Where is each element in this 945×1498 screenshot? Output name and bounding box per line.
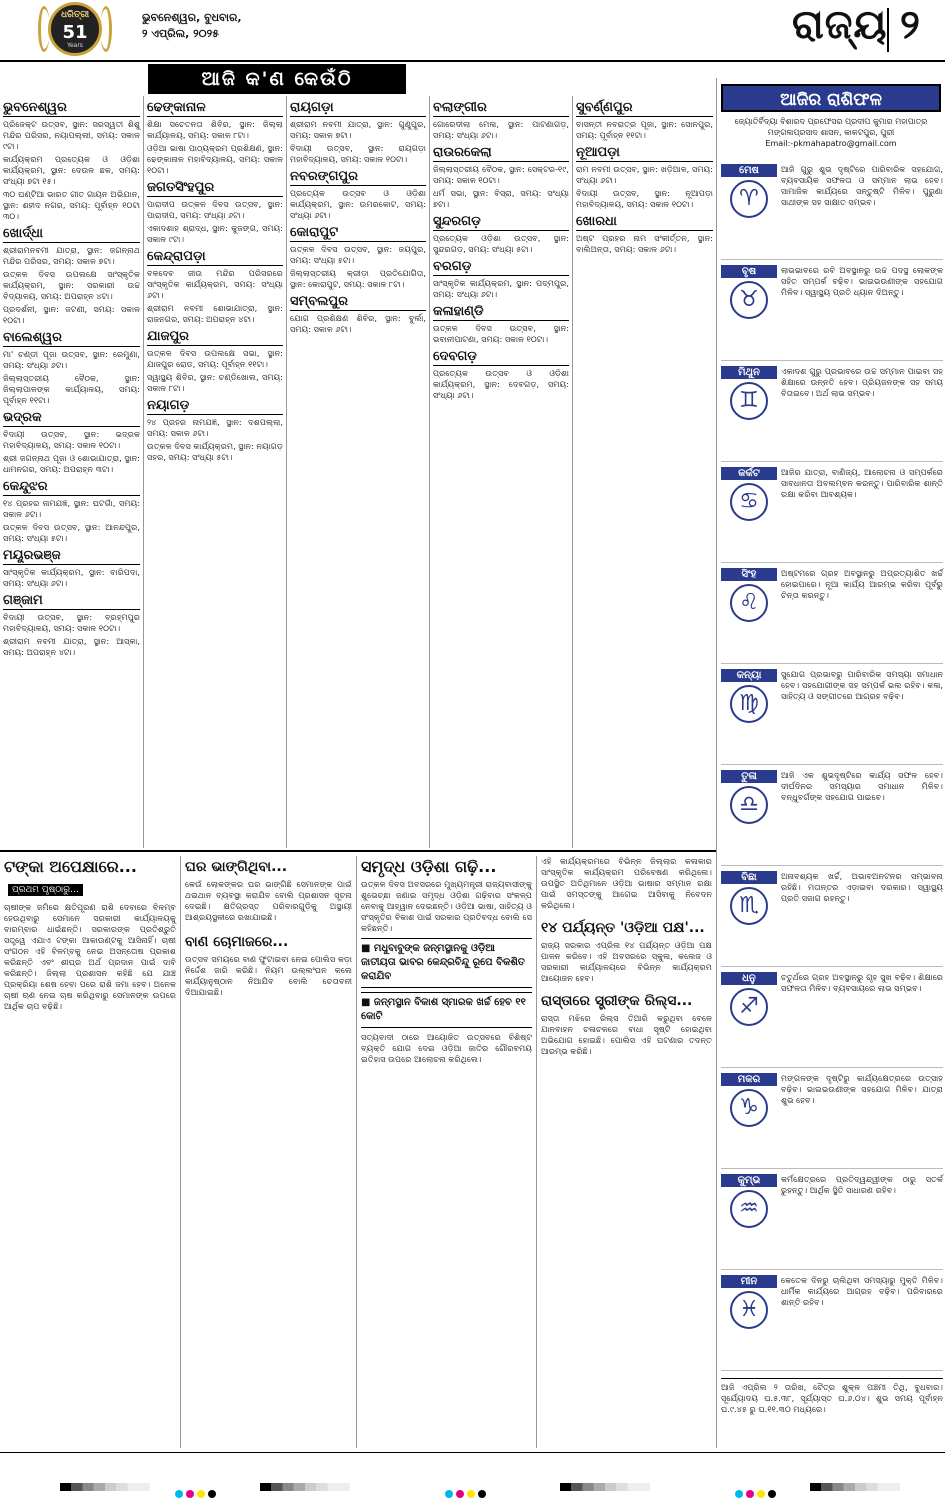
- sign-prediction: ଏକାଦଶ ଗୁରୁ ପ୍ରଭାବରେ ଉଚ୍ଚ ସମ୍ମାନ ପାଇବା ସହ ଶିକ୍ଷାରେ ଉନ୍ନତି ହେବ। ପ୍ରିୟଜନଙ୍କ ସହ ସମୟ ବିତାଇବେ। ଅର୍ଥ ଲାଭ ସମ୍ଭବ।: [781, 366, 943, 398]
- district-heading: ମୟୂରଭଞ୍ଜ: [3, 548, 140, 565]
- horoscope-byline: [721, 116, 941, 149]
- anniversary-brand: ଧରିତ୍ରୀ: [60, 10, 90, 20]
- event-entry: ଶ୍ରୀରାମ ନବମୀ ଯାତ୍ରା, ସ୍ଥାନ: ଗୁଣୁପୁର, ସମୟ: ସକାଳ ୭ଟା।: [290, 119, 426, 140]
- story-fireworks-headline: ବାଣ ଚୋମାଜରେ...: [185, 934, 289, 950]
- event-entry: ବିଦାୟୀ ଉତ୍ସବ, ସ୍ଥାନ: ନୂଆପଡ଼ା ମହାବିଦ୍ୟାଳୟ, ସମୟ: ସକାଳ ୧୦ଟା।: [576, 188, 713, 209]
- district-heading: ସମ୍ବଲପୁର: [290, 294, 426, 311]
- event-entry: ପ୍ରତ୍ୟେକ ଉତ୍ସବ ଓ ଓଡ଼ିଶା କାର୍ଯ୍ୟକ୍ରମ, ସ୍ଥାନ: ଦେବଗଡ଼, ସମୟ: ସଂଧ୍ୟା ୬ଟା।: [433, 368, 569, 400]
- horoscope-sign: [721, 263, 943, 361]
- event-entry: ପାରାଦୀପ ଉତ୍କଳ ଦିବସ ଉତ୍ସବ, ସ୍ଥାନ: ପାରାଦୀପ, ସମୟ: ସଂଧ୍ୟା ୬ଟା।: [147, 199, 283, 220]
- district-heading: ରାଉରକେଲା: [433, 145, 569, 162]
- zodiac-icon: ♌: [730, 584, 768, 622]
- page-number: ୨: [900, 2, 920, 48]
- district-heading: ସୁବର୍ଣ୍ଣପୁର: [576, 100, 713, 117]
- horoscope-title: ଆଜିର ରାଶିଫଳ: [721, 84, 941, 112]
- sign-prediction: ଆଜି ଗୁରୁ ଶୁଭ ଦୃଷ୍ଟିରେ ପାରିବାରିକ ସହଯୋଗ, ବ୍ୟବସାୟିକ ସଫଳତା ଓ ସମ୍ମାନ ଲାଭ ହେବ। ସାମାଜିକ କାର୍ଯ୍ୟରେ ସନ୍ତୁଷ୍ଟି ମିଳିବ। ପୁରୁଣା ସାଥୀଙ୍କ ସହ ସାକ୍ଷାତ ସମ୍ଭବ।: [781, 164, 943, 207]
- horoscope-section: [716, 78, 945, 1448]
- color-dots: [445, 1483, 489, 1491]
- events-column-3: [286, 96, 429, 848]
- horoscope-email: Email:-pkmahapatro@gmail.com: [765, 139, 897, 148]
- print-footer: [0, 1452, 945, 1498]
- event-entry: ଧର୍ମ ସଭା, ସ୍ଥାନ: ବିସ୍ରା, ସମୟ: ସଂଧ୍ୟା ୭ଟା।: [433, 188, 569, 209]
- event-entry: ଅଷ୍ଟ ପ୍ରହର ନାମ ସଂକୀର୍ତ୍ତନ, ସ୍ଥାନ: ବାଲିଅନ୍ତା, ସମୟ: ସକାଳ ୬ଟା।: [576, 233, 713, 254]
- zodiac-icon: ♍: [730, 685, 768, 723]
- event-entry: ଉତ୍କଳ ଦିବସ ଉପଲକ୍ଷେ ସାଂସ୍କୃତିକ କାର୍ଯ୍ୟକ୍ରମ, ସ୍ଥାନ: ସରକାରୀ ଉଚ୍ଚ ବିଦ୍ୟାଳୟ, ସମୟ: ଅପରାହ୍ନ ୪ଟା।: [3, 269, 140, 301]
- sign-header: [721, 164, 777, 218]
- events-column-4: [429, 96, 572, 848]
- color-dots: [735, 1483, 779, 1491]
- event-entry: ଶ୍ରୀରାମନବମୀ ଯାତ୍ରା, ସ୍ଥାନ: ଜଗନ୍ନାଥ ମନ୍ଦିର ପରିସର, ସମୟ: ସକାଳ ୭ଟା।: [3, 245, 140, 266]
- story-column-2: [180, 856, 356, 1448]
- event-entry: ପ୍ରତ୍ୟେକ ଓଡ଼ିଶା ଉତ୍ସବ, ସ୍ଥାନ: ସୁନ୍ଦରଗଡ଼, ସମୟ: ସଂଧ୍ୟା ୫ଟା।: [433, 233, 569, 254]
- event-entry: ଶିକ୍ଷା ସଚେତନତା ଶିବିର, ସ୍ଥାନ: ଜିଲ୍ଲା କାର୍ଯ୍ୟାଳୟ, ସମୟ: ସକାଳ ୮ଟା।: [147, 119, 283, 140]
- grayscale-bar: [60, 1483, 150, 1491]
- sign-prediction: ସୁଯୋଗ ପ୍ରଭାବରୁ ପାରିବାରିକ ସମସ୍ୟା ସମାଧାନ ହେବ। ସହଯୋଗୀଙ୍କ ସହ ସମ୍ପର୍କ ଭଲ ରହିବ। କଳା, ସାହିତ୍ୟ ଓ ସଙ୍ଗୀତରେ ଆଗ୍ରହ ବଢ଼ିବ।: [781, 669, 943, 701]
- event-entry: ପ୍ରତ୍ୟେକ ଉତ୍ସବ ଓ ଓଡ଼ିଶା କାର୍ଯ୍ୟକ୍ରମ, ସ୍ଥାନ: ଉମରକୋଟ, ସମୟ: ସଂଧ୍ୟା ୬ଟା।: [290, 188, 426, 220]
- district-heading: ବାଲେଶ୍ୱର: [3, 330, 140, 347]
- story-odisha-body-2: ସତ୍ୟବାଦୀ ଠାରେ ଆୟୋଜିତ ଉତ୍ସବରେ ବିଶିଷ୍ଟ ବ୍ୟକ୍ତି ଯୋଗ ଦେଇ ଓଡ଼ିଆ ଜାତିର ଗୌରବମୟ ଇତିହାସ ଉପରେ ଆଲୋଚନା କରିଥିଲେ।: [361, 1032, 532, 1064]
- story-money-body: ଚାଷୀଙ୍କ ଜମିରେ କ୍ଷତିପୂରଣ ରାଶି ଦେବାରେ ବିଳମ୍ବ ହେଉଥିବାରୁ ସେମାନେ ସରକାରୀ କାର୍ଯ୍ୟାଳୟକୁ ବାରମ୍ବାର ଧାଇଁଛନ୍ତି। ସରକାରଙ୍କ ପ୍ରତିଶ୍ରୁତି ସତ୍ତ୍ୱେ ଏଯାଏ ଟଙ୍କା ଆକାଉଣ୍ଟକୁ ଆସିନାହିଁ। ଚାଷୀ ସଂଗଠନ ଏହି ବିଳମ୍ବକୁ ନେଇ ଅସନ୍ତୋଷ ପ୍ରକାଶ କରିଛନ୍ତି ଏବଂ ଶୀଘ୍ର ଅର୍ଥ ପ୍ରଦାନ ପାଇଁ ଦାବି କରିଛନ୍ତି। ଜିଲ୍ଲା ପ୍ରଶାସନ କହିଛି ଯେ ଯାଞ୍ଚ ପ୍ରକ୍ରିୟା ଶେଷ ହେବା ପରେ ରାଶି ଜମା ହେବ। ଅନେକ ଚାଷୀ ଋଣ ନେଇ ଚାଷ କରିଥିବାରୁ ସେମାନଙ୍କ ଉପରେ ଆର୍ଥିକ ଚାପ ବଢ଼ିଛି।: [4, 902, 176, 1011]
- sign-name: ବିଛା: [721, 871, 777, 884]
- event-entry: ଉତ୍କଳ ଦିବସ ଉପଲକ୍ଷେ ସଭା, ସ୍ଥାନ: ଯାଜପୁର ରୋଡ, ସମୟ: ପୂର୍ବାହ୍ନ ୧୧ଟା।: [147, 348, 283, 369]
- dateline-place: ଭୁବନେଶ୍ୱର, ବୁଧବାର,: [142, 11, 242, 24]
- horoscope-sign: [721, 768, 943, 866]
- district-heading: କଳାହାଣ୍ଡି: [433, 304, 569, 321]
- grayscale-bar: [260, 1483, 350, 1491]
- horoscope-sign: [721, 465, 943, 563]
- event-entry: ଜିଲ୍ଲାସ୍ତରୀୟ ବୈଠକ, ସ୍ଥାନ: ଜିଲ୍ଲାପାଳଙ୍କ କାର୍ଯ୍ୟାଳୟ, ସମୟ: ପୂର୍ବାହ୍ନ ୧୧ଟା।: [3, 373, 140, 405]
- event-entry: ୨୪ ପ୍ରହର ନାମଯଜ୍ଞ, ସ୍ଥାନ: ଦଶପଲ୍ଲା, ସମୟ: ସକାଳ ୬ଟା।: [147, 417, 283, 438]
- sign-prediction: ମଙ୍ଗଳଙ୍କ ଦୃଷ୍ଟିରୁ କାର୍ଯ୍ୟକ୍ଷେତ୍ରରେ ଉତ୍ସାହ ବଢ଼ିବ। ଭାଇଭଉଣୀଙ୍କ ସହଯୋଗ ମିଳିବ। ଯାତ୍ରା ଶୁଭ ହେବ।: [781, 1073, 943, 1105]
- sign-name: ମକର: [721, 1073, 777, 1086]
- events-column-5: [572, 96, 716, 848]
- zodiac-icon: ♈: [730, 180, 768, 218]
- horoscope-sign: [721, 566, 943, 664]
- sign-name: କୁମ୍ଭ: [721, 1174, 777, 1187]
- event-entry: ଓଡ଼ିଆ ଭାଷା ପାଠ୍ୟକ୍ରମ ପ୍ରଶିକ୍ଷଣ, ସ୍ଥାନ: ଢେଙ୍କାନାଳ ମହାବିଦ୍ୟାଳୟ, ସମୟ: ସକାଳ ୧୦ଟା।: [147, 143, 283, 175]
- sign-prediction: ଅନାବଶ୍ୟକ ଖର୍ଚ୍ଚ, ଅଭାବଅନଟନର ସମ୍ଭାବନା ରହିଛି। ମତାନ୍ତର ଏଡ଼ାଇବା ଦରକାର। ସ୍ୱାସ୍ଥ୍ୟ ପ୍ରତି ସଜାଗ ରହନ୍ତୁ।: [781, 871, 943, 903]
- story-house-body: କେଉଁ ଲୋକଙ୍କର ଘର ଭାଙ୍ଗିଛି ସେମାନଙ୍କ ପାଇଁ ଥଇଥାନ ବ୍ୟବସ୍ଥା କରାଯିବ ବୋଲି ପ୍ରଶାସନ ସୂଚନା ଦେଇଛି। କ୍ଷତିଗ୍ରସ୍ତ ପରିବାରଗୁଡ଼ିକୁ ଅସ୍ଥାୟୀ ଆଶ୍ରୟସ୍ଥଳୀରେ ରଖାଯାଇଛି।: [185, 879, 352, 922]
- panjika-text: ଆଜି ଏପ୍ରିଲ ୨ ତାରିଖ, ଚୈତ୍ର ଶୁକ୍ଳ ପଞ୍ଚମୀ ତିଥି, ବୁଧବାର। ସୂର୍ଯ୍ୟୋଦୟ ଘ.୫.୩୮, ସୂର୍ଯ୍ୟାସ୍ତ ଘ.୬.୦୪। ଶୁଭ ସମୟ ପୂର୍ବାହ୍ନ ଘ.୯.୪୫ ରୁ ଘ.୧୧.୩୦ ମଧ୍ୟରେ।: [721, 1378, 943, 1415]
- district-heading: ନୂଆପଡ଼ା: [576, 145, 713, 162]
- event-entry: ସାଂସ୍କୃତିକ କାର୍ଯ୍ୟକ୍ରମ, ସ୍ଥାନ: ବାରିପଦା, ସମୟ: ସଂଧ୍ୟା ୬ଟା।: [3, 567, 140, 588]
- horoscope-sign: [721, 1273, 943, 1371]
- sign-header: [721, 1174, 777, 1228]
- sign-prediction: ଲାଭଭାବରେ ରବି ଅବସ୍ଥାନରୁ ଉଚ୍ଚ ପଦସ୍ଥ ଲୋକଙ୍କ ସହିତ ସମ୍ପର୍କ ବଢ଼ିବ। ଭାଇଭଉଣୀଙ୍କ ସହଯୋଗ ମିଳିବ। ସ୍ୱାସ୍ଥ୍ୟ ପ୍ରତି ଧ୍ୟାନ ଦିଅନ୍ତୁ।: [781, 265, 943, 297]
- district-heading: ଢେଙ୍କାନାଳ: [147, 100, 283, 117]
- sign-name: ମେଷ: [721, 164, 777, 177]
- district-heading: ଭଦ୍ରକ: [3, 410, 140, 427]
- sign-name: ବୃଷ: [721, 265, 777, 278]
- event-entry: ସାଂସ୍କୃତିକ କାର୍ଯ୍ୟକ୍ରମ, ସ୍ଥାନ: ପଦ୍ମପୁର, ସମୟ: ସଂଧ୍ୟା ୬ଟା।: [433, 278, 569, 299]
- story-fireworks-body: ଉତ୍ସବ ସମୟରେ ବାଣ ଫୁଟାଇବା ନେଇ ପୋଲିସ କଡ଼ା ନିର୍ଦ୍ଦେଶ ଜାରି କରିଛି। ନିୟମ ଉଲ୍ଲଂଘନ କଲେ କାର୍ଯ୍ୟାନୁଷ୍ଠାନ ନିଆଯିବ ବୋଲି ଚେତାବନୀ ଦିଆଯାଇଛି।: [185, 954, 352, 997]
- dateline: [142, 10, 242, 42]
- horoscope-sign: [721, 364, 943, 462]
- zodiac-icon: ♋: [730, 483, 768, 521]
- color-dots: [175, 1483, 219, 1491]
- event-entry: ଶ୍ରୀରାମ ନବମୀ ଶୋଭାଯାତ୍ରା, ସ୍ଥାନ: ରାଜନଗର, ସମୟ: ଅପରାହ୍ନ ୪ଟା।: [147, 303, 283, 324]
- district-heading: ବଲାଙ୍ଗୀର: [433, 100, 569, 117]
- story-money-headline: [4, 858, 176, 876]
- sign-header: [721, 972, 777, 1026]
- masthead: [0, 0, 945, 62]
- horoscope-sign: [721, 667, 943, 765]
- event-entry: ବିଦାୟୀ ଉତ୍ସବ, ସ୍ଥାନ: ରାୟଗଡ଼ା ମହାବିଦ୍ୟାଳୟ, ସମୟ: ସକାଳ ୧୦ଟା।: [290, 143, 426, 164]
- district-heading: ଦେବଗଡ଼: [433, 349, 569, 366]
- dateline-date: ୨ ଏପ୍ରିଲ, ୨୦୨୫: [142, 27, 219, 40]
- district-heading: କେନ୍ଦୁଝର: [3, 479, 140, 496]
- story-money-title: ଟଙ୍କା ଅପେକ୍ଷାରେ...: [4, 857, 137, 876]
- sign-prediction: କର୍ମକ୍ଷେତ୍ରରେ ପ୍ରତିଦ୍ୱନ୍ଦ୍ୱୀଙ୍କ ଠାରୁ ସତର୍କ ରୁହନ୍ତୁ। ଆର୍ଥିକ ସ୍ଥିତି ସାଧାରଣ ରହିବ।: [781, 1174, 943, 1195]
- sign-name: ସିଂହ: [721, 568, 777, 581]
- district-heading: ଭୁବନେଶ୍ୱର: [3, 100, 140, 117]
- event-entry: କାର୍ଯ୍ୟକ୍ରମ ପ୍ରତ୍ୟେକ ଓ ଓଡ଼ିଶା କାର୍ଯ୍ୟକ୍ରମ, ସ୍ଥାନ: ଦେଉଳ ଛକ, ସମୟ: ସଂଧ୍ୟା ୭ଟା ୧୫।: [3, 154, 140, 186]
- event-entry: ମା' ଚଣ୍ଡୀ ପୂଜା ଉତ୍ସବ, ସ୍ଥାନ: ରେମୁଣା, ସମୟ: ସଂଧ୍ୟା ୬ଟା।: [3, 349, 140, 370]
- sign-header: [721, 871, 777, 925]
- event-entry: ସ୍ୱାସ୍ଥ୍ୟ ଶିବିର, ସ୍ଥାନ: ଚଣ୍ଡିଖୋଲ, ସମୟ: ସକାଳ ୮ଟା।: [147, 372, 283, 393]
- sign-prediction: କେତେକ ଦିନରୁ ଚାଲିଥିବା ସମସ୍ୟାରୁ ମୁକ୍ତି ମିଳିବ। ଧାର୍ମିକ କାର୍ଯ୍ୟରେ ଆଗ୍ରହ ବଢ଼ିବ। ପରିବାରରେ ଶାନ୍ତି ରହିବ।: [781, 1275, 943, 1307]
- continued-tag: ପ୍ରଥମ ପୃଷ୍ଠାରୁ...: [8, 884, 83, 896]
- horoscope-sign: [721, 970, 943, 1068]
- zodiac-icon: ♐: [730, 988, 768, 1026]
- district-heading: ଜଗତସିଂହପୁର: [147, 180, 283, 197]
- district-heading: ବରଗଡ଼: [433, 259, 569, 276]
- zodiac-icon: ♉: [730, 281, 768, 319]
- horoscope-sign: [721, 1071, 943, 1169]
- event-entry: ଗୋରେଦୀଲା ମେଳା, ସ୍ଥାନ: ପାଟଣାଗଡ଼, ସମୟ: ସଂଧ୍ୟା ୬ଟା।: [433, 119, 569, 140]
- horoscope-sign: [721, 162, 943, 260]
- district-heading: ଖୋର୍ଦ୍ଧା: [3, 226, 140, 243]
- zodiac-icon: ♏: [730, 887, 768, 925]
- story-odia-paksha-headline: ୧୪ ପର୍ଯ୍ୟନ୍ତ 'ଓଡ଼ିଆ ପକ୍ଷ'...: [541, 920, 705, 936]
- event-entry: ବାସନ୍ତୀ ନବରାତ୍ର ପୂଜା, ସ୍ଥାନ: ସୋନପୁର, ସମୟ: ପୂର୍ବାହ୍ନ ୧୧ଟା।: [576, 119, 713, 140]
- zodiac-icon: ♑: [730, 1089, 768, 1127]
- story-column-1: [0, 856, 180, 1448]
- horoscope-sign: [721, 1172, 943, 1270]
- story-house-headline: ଘର ଭାଙ୍ଗିଥିବା...: [185, 859, 288, 875]
- event-entry: ଉତ୍କଳ ଦିବସ ଉତ୍ସବ, ସ୍ଥାନ: ଆନନ୍ଦପୁର, ସମୟ: ସଂଧ୍ୟା ୫ଟା।: [3, 522, 140, 543]
- section-divider: [887, 8, 889, 52]
- event-entry: ବିଦାୟୀ ଉତ୍ସବ, ସ୍ଥାନ: ବ୍ରହ୍ମପୁର ମହାବିଦ୍ୟାଳୟ, ସମୟ: ସକାଳ ୧୦ଟା।: [3, 612, 140, 633]
- event-entry: ପ୍ରିଜେକ୍ଟ ଉତ୍ସବ, ସ୍ଥାନ: ସରସ୍ୱତୀ ଶିଶୁ ମନ୍ଦିର ପରିସର, ନୟାପଲ୍ଲୀ, ସମୟ: ସକାଳ ୯ଟା।: [3, 119, 140, 151]
- district-heading: କେନ୍ଦ୍ରାପଡ଼ା: [147, 249, 283, 266]
- sign-prediction: ଆଜି ଏକ ଶୁଭଦୃଷ୍ଟିରେ କାର୍ଯ୍ୟ ସଫଳ ହେବ। ଦୀର୍ଘଦିନର ସମସ୍ୟାର ସମାଧାନ ମିଳିବ। ବନ୍ଧୁବର୍ଗଙ୍କ ସହଯୋଗ ପାଇବେ।: [781, 770, 943, 802]
- sign-prediction: ଆଜିର ଯାତ୍ରା, ବାଣିଜ୍ୟ, ଆଲୋଚନା ଓ ସମ୍ପର୍କରେ ସାବଧାନତା ଅବଲମ୍ବନ କରନ୍ତୁ। ପାରିବାରିକ ଶାନ୍ତି ରକ୍ଷା କରିବା ଆବଶ୍ୟକ।: [781, 467, 943, 499]
- events-column-1: [0, 96, 143, 848]
- zodiac-icon: ♒: [730, 1190, 768, 1228]
- story-column-4: [536, 856, 716, 1448]
- events-banner: ଆଜି କ'ଣ କେଉଁଠି: [148, 64, 406, 94]
- district-heading: ସୁନ୍ଦରଗଡ଼: [433, 214, 569, 231]
- event-entry: ପ୍ରଦର୍ଶନୀ, ସ୍ଥାନ: ଜଟଣୀ, ସମୟ: ସକାଳ ୧୦ଟା।: [3, 304, 140, 325]
- sign-name: କନ୍ୟା: [721, 669, 777, 682]
- event-entry: ରାମ ନବମୀ ଉତ୍ସବ, ସ୍ଥାନ: ଖଡ଼ିଆଳ, ସମୟ: ସଂଧ୍ୟା ୬ଟା।: [576, 164, 713, 185]
- zodiac-icon: ♓: [730, 1291, 768, 1329]
- horoscope-sign: [721, 869, 943, 967]
- story-odia-paksha-body: ରାଜ୍ୟ ସରକାର ଏପ୍ରିଲ ୧୪ ପର୍ଯ୍ୟନ୍ତ ଓଡ଼ିଆ ପକ୍ଷ ପାଳନ କରିବେ। ଏହି ଅବସରରେ ସ୍କୁଲ, କଲେଜ ଓ ସରକାରୀ କାର୍ଯ୍ୟାଳୟରେ ବିଭିନ୍ନ କାର୍ଯ୍ୟକ୍ରମ ଆୟୋଜନ ହେବ।: [541, 940, 712, 983]
- horoscope-address: ମଙ୍ଗଳାପ୍ରସାଦ ଶାସନ, କାକଟପୁର, ପୁରୀ: [767, 128, 895, 137]
- story-odisha-headline: ସମୃଦ୍ଧ ଓଡ଼ିଶା ଗଢ଼ି...: [361, 857, 497, 876]
- district-heading: ଯାଜପୁର: [147, 329, 283, 346]
- sign-name: ମୀନ: [721, 1275, 777, 1288]
- sign-header: [721, 366, 777, 420]
- story-continued-body: ଏହି କାର୍ଯ୍ୟକ୍ରମରେ ବିଭିନ୍ନ ଜିଲ୍ଲାର କଳାକାର ସାଂସ୍କୃତିକ କାର୍ଯ୍ୟକ୍ରମ ପରିବେଷଣ କରିଥିଲେ। ଉପସ୍ଥିତ ଅତିଥିମାନେ ଓଡ଼ିଆ ଭାଷାର ସମ୍ମାନ ରକ୍ଷା ପାଇଁ ସମସ୍ତଙ୍କୁ ଆଗେଇ ଆସିବାକୁ ନିବେଦନ କରିଥିଲେ।: [541, 856, 712, 910]
- story-column-3: [356, 856, 536, 1448]
- district-heading: ନୟାଗଡ଼: [147, 398, 283, 415]
- sign-prediction: ଅଷ୍ଟମରେ ଗ୍ରହ ଅବସ୍ଥାନରୁ ଅପ୍ରତ୍ୟାଶିତ ଖର୍ଚ୍ଚ ହୋଇପାରେ। ନୂଆ କାର୍ଯ୍ୟ ଆରମ୍ଭ କରିବା ପୂର୍ବରୁ ଚିନ୍ତା କରନ୍ତୁ।: [781, 568, 943, 600]
- event-entry: ଯୋଗ ପ୍ରଶିକ୍ଷଣ ଶିବିର, ସ୍ଥାନ: ବୁର୍ଲା, ସମୟ: ସକାଳ ୬ଟା।: [290, 313, 426, 334]
- event-entry: ଏକାଦଶାହ ଶ୍ରାଦ୍ଧ, ସ୍ଥାନ: କୁଜଙ୍ଗ, ସମୟ: ସକାଳ ୯ଟା।: [147, 223, 283, 244]
- anniversary-years: Years: [67, 42, 83, 49]
- event-entry: ଶ୍ରୀ ଜଗନ୍ନାଥ ପୂଜା ଓ ଶୋଭାଯାତ୍ରା, ସ୍ଥାନ: ଧାମନଗର, ସମୟ: ଅପରାହ୍ନ ୩ଟା।: [3, 453, 140, 474]
- story-odisha-callout-2: ■ ଜନ୍ମସ୍ଥାନ ବିକାଶ ସ୍ମାରକ ଖର୍ଚ୍ଚ ହେବ ୧୧ କୋଟି: [361, 992, 532, 1028]
- event-entry: ବିଦାୟୀ ଉତ୍ସବ, ସ୍ଥାନ: ଭଦ୍ରକ ମହାବିଦ୍ୟାଳୟ, ସମୟ: ସକାଳ ୧୦ଟା।: [3, 429, 140, 450]
- sign-header: [721, 467, 777, 521]
- sign-header: [721, 265, 777, 319]
- zodiac-icon: ♎: [730, 786, 768, 824]
- sign-header: [721, 568, 777, 622]
- anniversary-logo: [36, 2, 112, 58]
- event-entry: ୧୪ ପ୍ରହର ନାମଯଜ୍ଞ, ସ୍ଥାନ: ଘଟଗାଁ, ସମୟ: ସକାଳ ୬ଟା।: [3, 498, 140, 519]
- grayscale-bar: [560, 1483, 650, 1491]
- events-column-2: [143, 96, 286, 848]
- zodiac-icon: ♊: [730, 382, 768, 420]
- event-entry: ୩୦ ଘଣ୍ଟିଆ ଭାରତ ଗୀତ ଗାୟନ ଅଭିଯାନ, ସ୍ଥାନ: ଶହୀଦ ନଗର, ସମୟ: ପୂର୍ବାହ୍ନ ୧୦ଟା ୩୦।: [3, 189, 140, 221]
- sign-header: [721, 669, 777, 723]
- event-entry: ଉତ୍କଳ ଦିବସ ଉତ୍ସବ, ସ୍ଥାନ: ଜୟପୁର, ସମୟ: ସଂଧ୍ୟା ୫ଟା।: [290, 244, 426, 265]
- event-entry: ଉତ୍କଳ ଦିବସ ଉତ୍ସବ, ସ୍ଥାନ: ଭବାନୀପାଟଣା, ସମୟ: ସକାଳ ୧୦ଟା।: [433, 323, 569, 344]
- story-odisha-callout-1: ■ ମଧୁବାବୁଙ୍କ ଜନ୍ମସ୍ଥାନକୁ ଓଡ଼ିଆ ଜାତୀୟତା ଭାବର କେନ୍ଦ୍ରବିନ୍ଦୁ ରୂପେ ବିକଶିତ କରାଯିବ: [361, 938, 532, 988]
- event-entry: ଶ୍ରୀରାମ ନବମୀ ଯାତ୍ରା, ସ୍ଥାନ: ଆସ୍କା, ସମୟ: ଅପରାହ୍ନ ୪ଟା।: [3, 636, 140, 657]
- event-entry: ଜିଲ୍ଲାସ୍ତରୀୟ ବୈଠକ, ସ୍ଥାନ: ସେକ୍ଟର-୧୯, ସମୟ: ସକାଳ ୧୦ଟା।: [433, 164, 569, 185]
- sign-header: [721, 1073, 777, 1127]
- events-columns: [0, 96, 716, 848]
- sign-prediction: ଚତୁର୍ଥରେ ଗ୍ରହ ଅବସ୍ଥାନରୁ ଗୃହ ସୁଖ ବଢ଼ିବ। ଶିକ୍ଷାରେ ସଫଳତା ମିଳିବ। ବ୍ୟବସାୟରେ ଲାଭ ସମ୍ଭବ।: [781, 972, 943, 993]
- horoscope-author: ଜ୍ୟୋତିର୍ବିଦ୍ୟା ବିଶାରଦ ପ୍ରଫେସର ପ୍ରଦୀପ କୁମାର ମହାପାତ୍ର: [734, 117, 928, 126]
- sign-name: ତୁଳା: [721, 770, 777, 783]
- district-heading: ଗଞ୍ଜାମ: [3, 593, 140, 610]
- district-heading: ନବରଙ୍ଗପୁର: [290, 169, 426, 186]
- sign-name: ମିଥୁନ: [721, 366, 777, 379]
- event-entry: ଜିଲ୍ଲାସ୍ତରୀୟ କ୍ରୀଡ଼ା ପ୍ରତିଯୋଗିତା, ସ୍ଥାନ: କୋରାପୁଟ, ସମୟ: ସକାଳ ୮ଟା।: [290, 268, 426, 289]
- district-heading: ଖୋରଧା: [576, 214, 713, 231]
- sign-header: [721, 1275, 777, 1329]
- district-heading: ରାୟଗଡ଼ା: [290, 100, 426, 117]
- story-reels-body: ରାସ୍ତା ମଝିରେ ରିଲ୍ସ ତିଆରି କରୁଥିବା ବେଳେ ଯାନବାହନ ଚଳାଚଳରେ ବାଧା ସୃଷ୍ଟି ହୋଇଥିବା ଅଭିଯୋଗ ହୋଇଛି। ପୋଲିସ ଏହି ଘଟଣାର ତଦନ୍ତ ଆରମ୍ଭ କରିଛି।: [541, 1013, 712, 1056]
- event-entry: ଉତ୍କଳ ଦିବସ କାର୍ଯ୍ୟକ୍ରମ, ସ୍ଥାନ: ନୟାଗଡ଼ ସହର, ସମୟ: ସଂଧ୍ୟା ୫ଟା।: [147, 441, 283, 462]
- sign-header: [721, 770, 777, 824]
- event-entry: ବଳଦେବ ଜୀଉ ମନ୍ଦିର ପରିସରରେ ସାଂସ୍କୃତିକ କାର୍ଯ୍ୟକ୍ରମ, ସମୟ: ସଂଧ୍ୟା ୬ଟା।: [147, 268, 283, 300]
- story-reels-headline: ରାସ୍ତାରେ ସ୍ତ୍ରୀଙ୍କ ରିଲ୍ସ...: [541, 993, 693, 1009]
- sign-name: କର୍କଟ: [721, 467, 777, 480]
- section-title: ରାଜ୍ୟ: [792, 2, 888, 48]
- story-odisha-body: ଉତ୍କଳ ଦିବସ ଅବସରରେ ମୁଖ୍ୟମନ୍ତ୍ରୀ ରାଜ୍ୟବାସୀଙ୍କୁ ଶୁଭେଚ୍ଛା ଜଣାଇ ସମୃଦ୍ଧ ଓଡ଼ିଶା ଗଢ଼ିବାର ସଂକଳ୍ପ ନେବାକୁ ଆହ୍ୱାନ ଦେଇଛନ୍ତି। ଓଡ଼ିଆ ଭାଷା, ସାହିତ୍ୟ ଓ ସଂସ୍କୃତିର ବିକାଶ ପାଇଁ ସରକାର ପ୍ରତିବଦ୍ଧ ବୋଲି ସେ କହିଛନ୍ତି।: [361, 879, 532, 933]
- grayscale-bar: [810, 1483, 900, 1491]
- lower-stories: [0, 850, 716, 1450]
- district-heading: କୋରାପୁଟ: [290, 225, 426, 242]
- sign-name: ଧନୁ: [721, 972, 777, 985]
- anniversary-number: 51: [62, 22, 88, 43]
